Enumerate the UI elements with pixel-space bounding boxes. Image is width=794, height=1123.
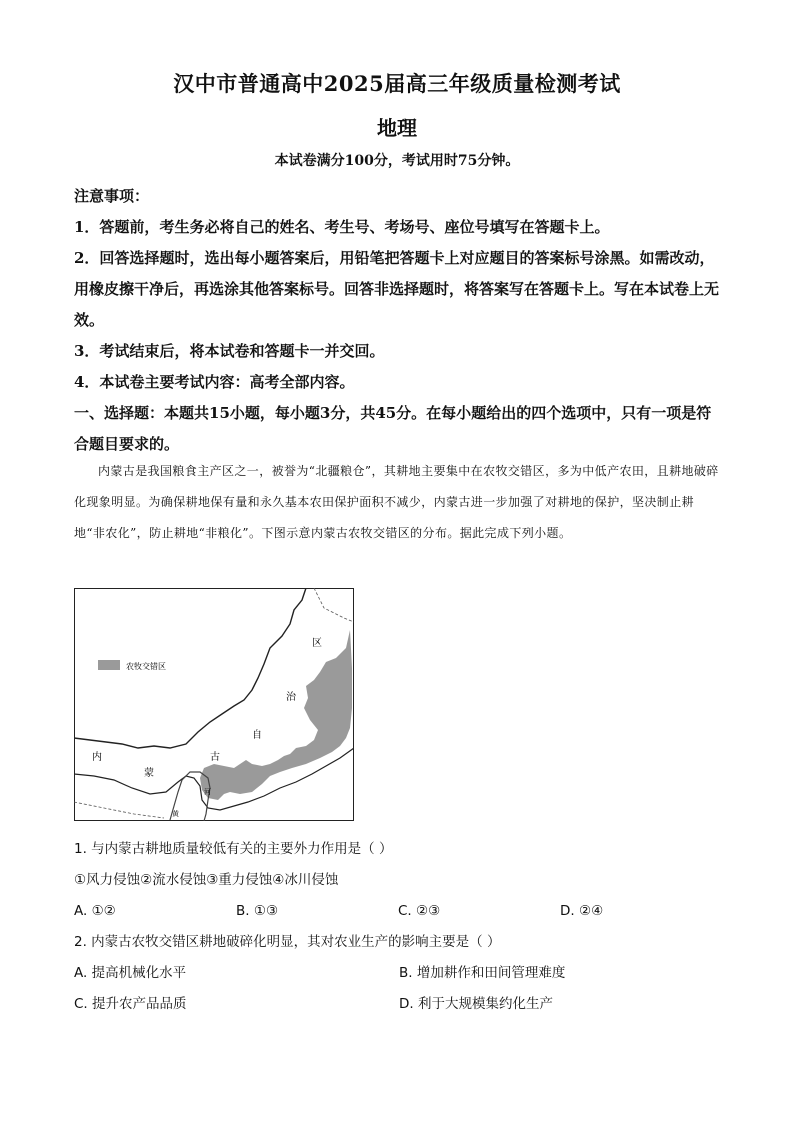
legend-swatch: [98, 660, 120, 670]
subject-title: 地理: [377, 116, 417, 140]
question-2-stem: 2. 内蒙古农牧交错区耕地破碎化明显，其对农业生产的影响主要是（ ）: [74, 934, 501, 950]
section-heading: 一、选择题：本题共15小题，每小题3分，共45分。在每小题给出的四个选项中，只有一项是符合题目要求的。: [74, 404, 712, 453]
map-label-zi: 自: [252, 730, 262, 741]
exam-meta: 本试卷满分100分，考试用时75分钟。: [274, 153, 520, 169]
map-label-meng: 蒙: [144, 768, 154, 779]
question-1-options: [74, 896, 724, 927]
option-c[interactable]: C. ②③: [398, 903, 441, 919]
notes-item-2: 2．回答选择题时，选出每小题答案后，用铅笔把答题卡上对应题目的答案标号涂黑。如需改动，用橡皮擦干净后，再选涂其他答案标号。回答非选择题时，将答案写在答题卡上。写在本试卷上无效。: [74, 249, 720, 329]
legend-label: 农牧交错区: [126, 662, 166, 671]
option-a[interactable]: A. ①②: [74, 903, 116, 919]
questions-block: [74, 834, 724, 1020]
question-1-stem: 1. 与内蒙古耕地质量较低有关的主要外力作用是（ ）: [74, 841, 393, 857]
map-label-zhi: 治: [286, 692, 296, 703]
map-label-huang: 黄: [172, 810, 179, 818]
option-b[interactable]: B. 增加耕作和田间管理难度: [399, 965, 566, 981]
notes-item-4: 4．本试卷主要考试内容：高考全部内容。: [74, 373, 355, 391]
option-c[interactable]: C. 提升农产品品质: [74, 996, 187, 1012]
option-a[interactable]: A. 提高机械化水平: [74, 965, 187, 981]
map-label-gu: 古: [210, 752, 220, 763]
question-intro: 内蒙古是我国粮食主产区之一，被誉为“北疆粮仓”，其耕地主要集中在农牧交错区，多为中低产农田，且耕地破碎化现象明显。为确保耕地保有量和永久基本农田保护面积不减少，内蒙古进一步加强了对耕地的保护，坚决制止耕地“非农化”，防止耕地“非粮化”。下图示意内蒙古农牧交错区的分布。据此完成下列小题。: [74, 464, 719, 540]
notes-heading: 注意事项：: [74, 187, 150, 205]
inner-mongolia-map: [74, 588, 354, 821]
notes-block: [74, 181, 724, 460]
notes-item-1: 1．答题前，考生务必将自己的姓名、考生号、考场号、座位号填写在答题卡上。: [74, 218, 610, 236]
question-2-options-row2: [74, 989, 724, 1020]
option-d[interactable]: D. ②④: [560, 903, 604, 919]
notes-item-3: 3．考试结束后，将本试卷和答题卡一并交回。: [74, 342, 385, 360]
exam-title: 汉中市普通高中2025届高三年级质量检测考试: [173, 71, 621, 96]
question-1-statements: ①风力侵蚀②流水侵蚀③重力侵蚀④冰川侵蚀: [74, 872, 339, 888]
question-2-options-row1: [74, 958, 724, 989]
option-b[interactable]: B. ①③: [236, 903, 279, 919]
map-label-he: 河: [204, 788, 211, 796]
option-d[interactable]: D. 利于大规模集约化生产: [399, 996, 553, 1012]
map-label-qu: 区: [312, 638, 322, 649]
map-label-nei: 内: [92, 752, 102, 763]
